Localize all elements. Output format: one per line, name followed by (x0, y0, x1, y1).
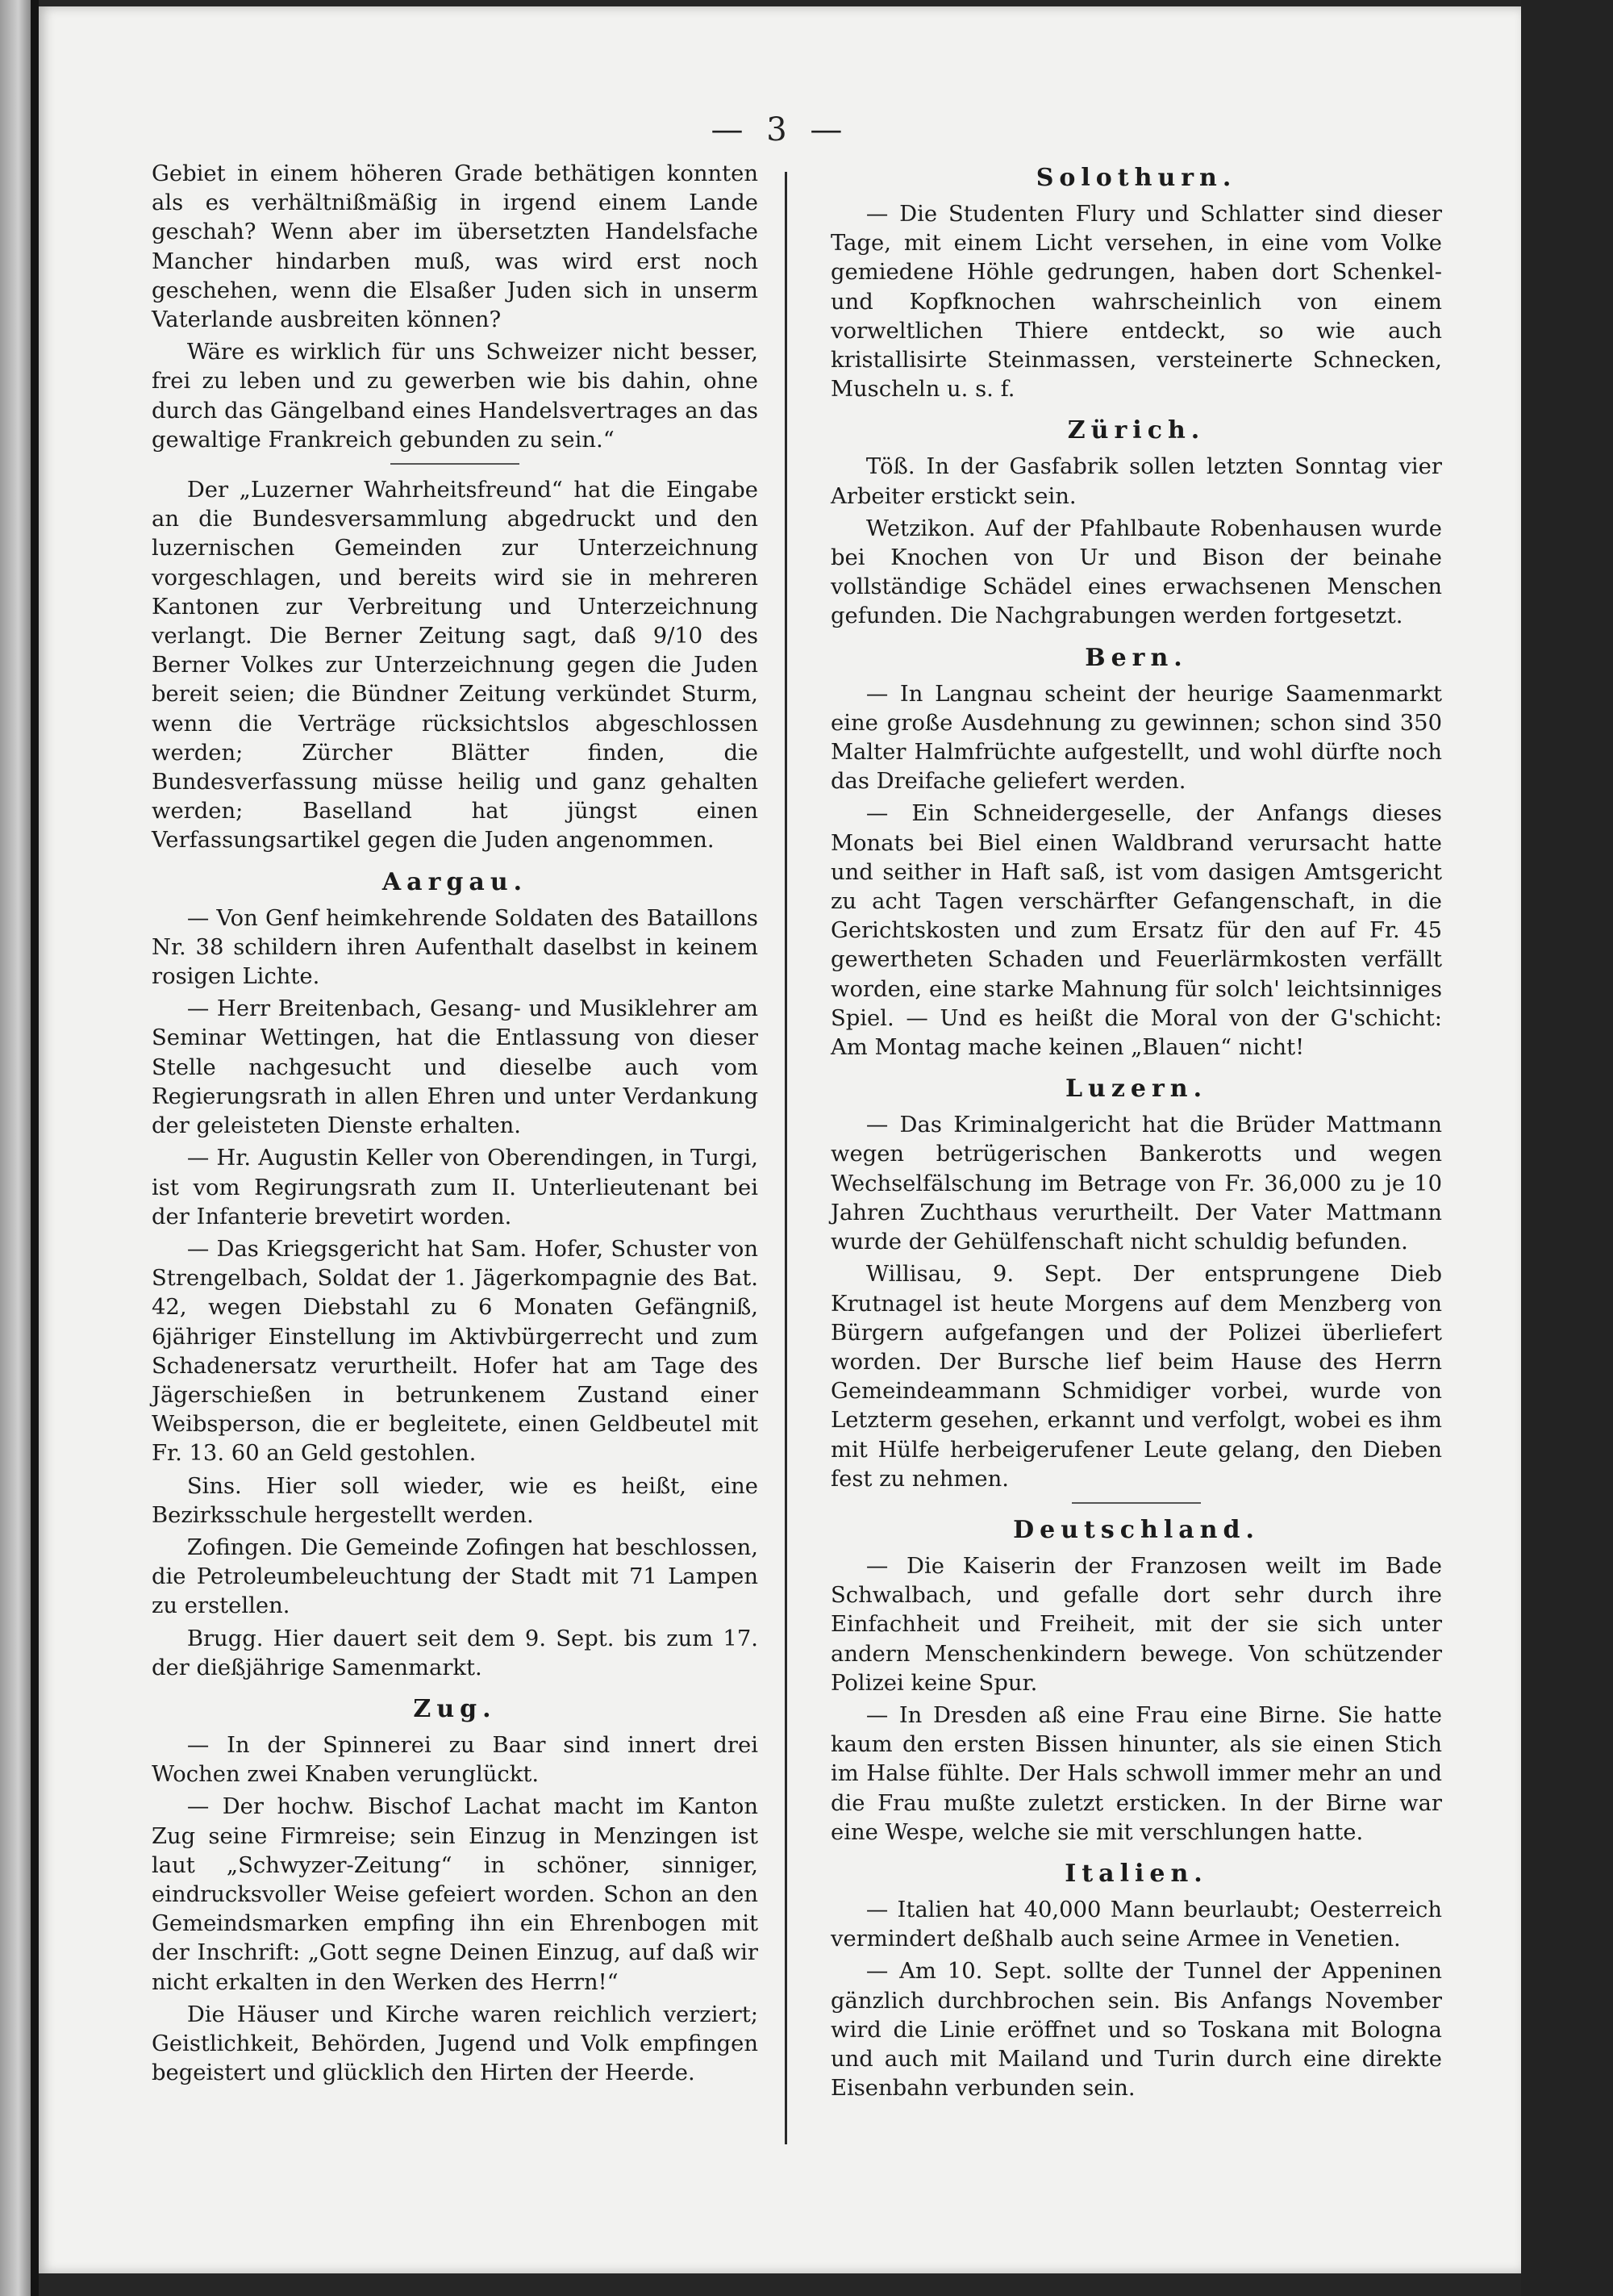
article-paragraph: Töß. In der Gasfabrik sollen letzten Sonntag vier Arbeiter erstickt sein. (831, 454, 1442, 509)
article-paragraph: — Von Genf heimkehrende Soldaten des Bataillons Nr. 38 schildern ihren Aufenthalt daselbst in keinem rosigen Lichte. (152, 905, 758, 990)
article-paragraph: — Das Kriegsgericht hat Sam. Hofer, Schuster von Strengelbach, Soldat der 1. Jägerkompagnie des Bat. 42, wegen Diebstahl zu 6 Monaten Gefängniß, 6jähriger Einstellung im Aktivbürgerrecht und zum Schadenersatz verurtheilt. Hofer hat am Tage des Jägerschießen in betrunkenem Zustand einer Weibsperson, die er begleitete, einen Geldbeutel mit Fr. 13. 60 an Geld gestohlen. (152, 1236, 758, 1467)
previous-page-edge (0, 0, 31, 2296)
section-heading-zuerich: Zürich. (1067, 416, 1206, 445)
article-paragraph: — Die Kaiserin der Franzosen weilt im Bade Schwalbach, und gefalle dort sehr durch ihre Einfachheit und Freiheit, mit der sie sich unter andern Menschenkindern bewege. Von schützender Polizei keine Spur. (831, 1553, 1442, 1696)
section-heading-aargau: Aargau. (381, 867, 528, 896)
binding-gutter (31, 0, 39, 2296)
article-paragraph: — Hr. Augustin Keller von Oberendingen, in Turgi, ist vom Regirungsrath zum II. Unterlieutenant bei der Infanterie brevetirt worden. (152, 1146, 758, 1229)
section-heading-bern: Bern. (1085, 643, 1188, 672)
article-paragraph: — In der Spinnerei zu Baar sind innert drei Wochen zwei Knaben verunglückt. (152, 1732, 758, 1788)
section-heading-luzern: Luzern. (1065, 1075, 1208, 1104)
article-paragraph: — Ein Schneidergeselle, der Anfangs dieses Monats bei Biel einen Waldbrand verursacht hatte und seither in Haft saß, ist vom dasigen Amtsgericht zu acht Tagen verschärfter Gefangenschaft, in die Gerichtskosten und zum Ersatz für den auf Fr. 45 gewertheten Schaden und Feuerlärmkosten verfällt worden, eine starke Mahnung für solch' leichtsinniges Spiel. — Und es heißt die Moral von der G'schicht: Am Montag mache keinen „Blauen“ nicht! (831, 801, 1442, 1061)
section-divider (390, 463, 519, 465)
article-paragraph: — In Dresden aß eine Frau eine Birne. Sie hatte kaum den ersten Bissen hinunter, als sie einen Stich im Halse fühlte. Der Hals schwoll immer mehr an und die Frau mußte zuletzt ersticken. In der Birne war eine Wespe, welche sie mit verschlungen hatte. (831, 1702, 1442, 1845)
section-divider (1072, 1502, 1201, 1504)
article-paragraph: Sins. Hier soll wieder, wie es heißt, eine Bezirksschule hergestellt werden. (152, 1473, 758, 1528)
article-paragraph: — Die Studenten Flury und Schlatter sind dieser Tage, mit einem Licht versehen, in eine vom Volke gemiedene Höhle gedrungen, haben dort Schenkel- und Kopfknochen wahrscheinlich von einem vorweltlichen Thiere entdeckt, so wie auch kristallisirte Steinmassen, versteinerte Schnecken, Muscheln u. s. f. (831, 202, 1442, 403)
section-heading-deutschland: Deutschland. (1013, 1515, 1260, 1544)
section-heading-zug: Zug. (413, 1694, 497, 1723)
article-paragraph: Gebiet in einem höheren Grade bethätigen konnten als es verhältnißmäßig in irgend einem Lande geschah? Wenn aber im übersetzten Handelsfache Mancher hindarben muß, was wird erst noch geschehen, wenn die Elsaßer Juden sich in unserm Vaterlande ausbreiten können? (152, 161, 758, 333)
section-heading-italien: Italien. (1065, 1859, 1208, 1888)
article-paragraph: — Italien hat 40,000 Mann beurlaubt; Oesterreich vermindert deßhalb auch seine Armee in Venetien. (831, 1897, 1442, 1952)
article-paragraph: Willisau, 9. Sept. Der entsprungene Dieb Krutnagel ist heute Morgens auf dem Menzberg von Bürgern aufgefangen und der Polizei überliefert worden. Der Bursche lief beim Hause des Herrn Gemeindeammann Schmidiger vorbei, wurde von Letzterm gesehen, erkannt und verfolgt, wobei es ihm mit Hülfe herbeigerufener Leute gelang, den Dieben fest zu nehmen. (831, 1262, 1442, 1492)
article-paragraph: — Herr Breitenbach, Gesang- und Musiklehrer am Seminar Wettingen, hat die Entlassung von dieser Stelle nachgesucht und dieselbe auch vom Regierungsrath in allen Ehren und unter Verdankung der geleisteten Dienste erhalten. (152, 996, 758, 1139)
article-paragraph: — In Langnau scheint der heurige Saamenmarkt eine große Ausdehnung zu gewinnen; schon sind 350 Malter Halmfrüchte aufgestellt, und wohl dürfte noch das Dreifache geliefert werden. (831, 681, 1442, 795)
right-column (831, 160, 1442, 2106)
article-paragraph: Zofingen. Die Gemeinde Zofingen hat beschlossen, die Petroleumbeleuchtung der Stadt mit 71 Lampen zu erstellen. (152, 1534, 758, 1619)
article-paragraph: — Am 10. Sept. sollte der Tunnel der Appeninen gänzlich durchbrochen sein. Bis Anfangs November wird die Linie eröffnet und so Toskana mit Bologna und auch mit Mailand und Turin durch eine direkte Eisenbahn verbunden sein. (831, 1959, 1442, 2102)
article-paragraph: Wetzikon. Auf der Pfahlbaute Robenhausen wurde bei Knochen von Ur und Bison der beinahe vollständige Schädel eines erwachsenen Menschen gefunden. Die Nachgrabungen werden fortgesetzt. (831, 516, 1442, 629)
article-paragraph: Brugg. Hier dauert seit dem 9. Sept. bis zum 17. der dießjährige Samenmarkt. (152, 1626, 758, 1680)
article-paragraph: Die Häuser und Kirche waren reichlich verziert; Geistlichkeit, Behörden, Jugend und Volk empfingen begeistert und glücklich den Hirten der Heerde. (152, 2002, 758, 2086)
article-paragraph: — Das Kriminalgericht hat die Brüder Mattmann wegen betrügerischen Bankerotts und wegen Wechselfälschung im Betrage von Fr. 36,000 zu je 10 Jahren Zuchthaus verurtheilt. Der Vater Mattmann wurde der Gehülfenschaft nicht schuldig befunden. (831, 1113, 1442, 1255)
article-paragraph: Wäre es wirklich für uns Schweizer nicht besser, frei zu leben und zu gewerben wie bis dahin, ohne durch das Gängelband eines Handelsvertrages an das gewaltige Frankreich gebunden zu sein.“ (152, 340, 758, 453)
page-number: — 3 — (711, 111, 849, 148)
article-paragraph: — Der hochw. Bischof Lachat macht im Kanton Zug seine Firmreise; sein Einzug in Menzingen ist laut „Schwyzer-Zeitung“ in schöner, sinniger, eindrucksvoller Weise gefeiert worden. Schon an den Gemeindsmarken empfing ihn ein Ehrenbogen mit der Inschrift: „Gott segne Deinen Einzug, auf daß wir nicht erkalten in den Werken des Herrn!“ (152, 1794, 758, 1995)
scan-border-right (1521, 0, 1613, 2296)
section-heading-solothurn: Solothurn. (1036, 164, 1237, 192)
article-paragraph: Der „Luzerner Wahrheitsfreund“ hat die Eingabe an die Bundesversammlung abgedruckt und den luzernischen Gemeinden zur Unterzeichnung vorgeschlagen, und bereits wird sie in mehreren Kantonen zur Verbreitung und Unterzeichnung verlangt. Die Berner Zeitung sagt, daß 9/10 des Berner Volkes zur Unterzeichnung gegen die Juden bereit seien; die Bündner Zeitung verkündet Sturm, wenn die Verträge rücksichtslos abgeschlossen werden; Zürcher Blätter finden, die Bundesverfassung müsse heilig und ganz gehalten werden; Baselland hat jüngst einen Verfassungsartikel gegen die Juden angenommen. (152, 478, 758, 854)
column-rule (785, 172, 787, 2144)
newspaper-page (39, 6, 1521, 2273)
left-column (152, 160, 758, 2091)
